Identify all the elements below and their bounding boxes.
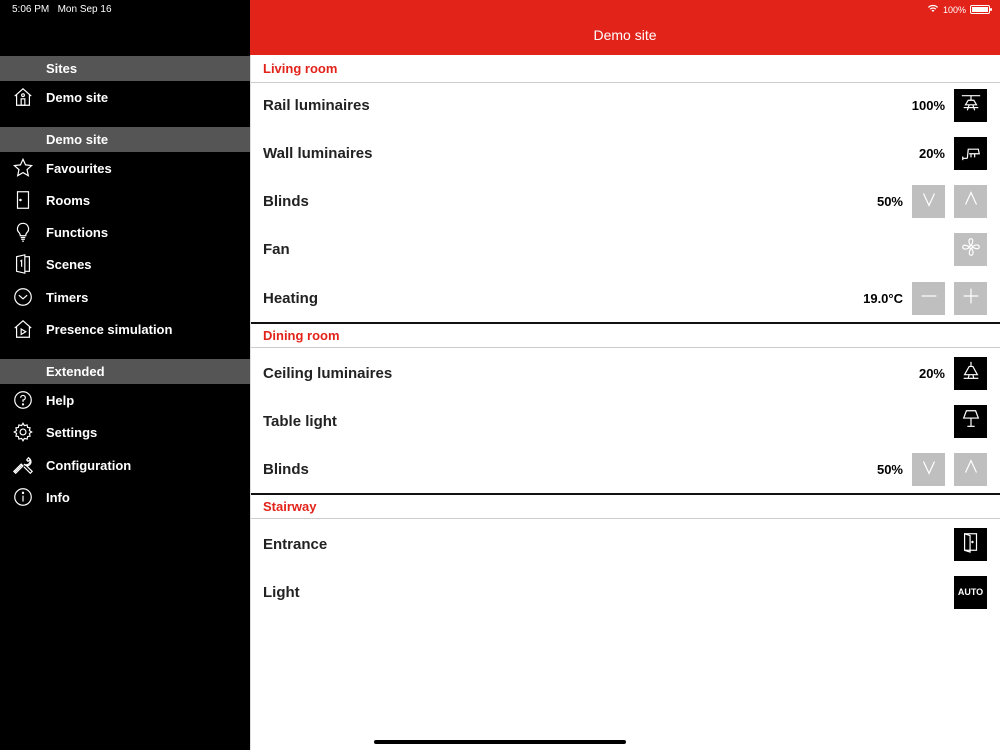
sidebar-item-timers[interactable] <box>0 281 250 313</box>
room-header-stairway: Stairway <box>251 493 1000 519</box>
entrance-door-icon <box>960 531 982 558</box>
sidebar-item-label: Scenes <box>46 256 92 272</box>
sidebar-section-demo-site: Demo site <box>0 127 250 152</box>
device-value: 50% <box>876 461 903 477</box>
timer-icon <box>0 281 46 313</box>
chevron-up-icon <box>960 456 982 483</box>
room-list <box>250 55 1000 750</box>
home-icon <box>0 81 46 113</box>
scene-icon <box>0 248 46 280</box>
device-row-ceiling-luminaires <box>251 349 1000 397</box>
lightbulb-icon <box>0 216 46 248</box>
heating-minus-button[interactable] <box>912 282 945 315</box>
device-row-blinds-dining <box>251 445 1000 493</box>
device-name: Light <box>263 583 300 601</box>
heating-plus-button[interactable] <box>954 282 987 315</box>
chevron-down-icon <box>918 456 940 483</box>
wifi-icon <box>927 4 939 15</box>
sidebar-item-demo-site[interactable] <box>0 81 250 113</box>
device-name: Table light <box>263 412 337 430</box>
sidebar-item-info[interactable] <box>0 481 250 513</box>
blinds-up-button[interactable] <box>954 453 987 486</box>
sidebar-item-label: Presence simulation <box>46 321 173 337</box>
sidebar-item-scenes[interactable] <box>0 248 250 280</box>
minus-icon <box>918 285 940 312</box>
device-value: 100% <box>911 97 945 113</box>
device-row-rail-luminaires <box>251 81 1000 129</box>
fan-icon <box>960 236 982 263</box>
sidebar-item-label: Info <box>46 489 70 505</box>
device-name: Wall luminaires <box>263 144 373 162</box>
ceiling-light-button[interactable] <box>954 357 987 390</box>
sidebar-section-extended: Extended <box>0 359 250 384</box>
blinds-down-button[interactable] <box>912 185 945 218</box>
status-time: 5:06 PM Mon Sep 16 <box>12 4 112 15</box>
info-icon <box>0 481 46 513</box>
battery-percent: 100% <box>942 4 966 15</box>
table-lamp-button[interactable] <box>954 405 987 438</box>
sidebar-item-favourites[interactable] <box>0 152 250 184</box>
sidebar-item-functions[interactable] <box>0 216 250 248</box>
fan-button[interactable] <box>954 233 987 266</box>
device-row-heating <box>251 274 1000 322</box>
status-indicators <box>927 4 990 15</box>
device-row-blinds-living <box>251 177 1000 225</box>
blinds-down-button[interactable] <box>912 453 945 486</box>
chevron-down-icon <box>918 188 940 215</box>
sidebar-item-label: Favourites <box>46 160 112 176</box>
plus-icon <box>960 285 982 312</box>
sidebar-item-label: Demo site <box>46 89 109 105</box>
sidebar-item-rooms[interactable] <box>0 184 250 216</box>
auto-label: AUTO <box>957 587 984 597</box>
help-icon <box>0 384 46 416</box>
wall-light-button[interactable] <box>954 137 987 170</box>
device-value: 50% <box>876 193 903 209</box>
ceiling-light-icon <box>960 360 982 387</box>
sidebar-item-label: Help <box>46 392 75 408</box>
sidebar-item-label: Timers <box>46 289 89 305</box>
table-lamp-icon <box>960 408 982 435</box>
device-row-table-light <box>251 397 1000 445</box>
room-header-dining-room: Dining room <box>251 322 1000 348</box>
auto-button[interactable] <box>954 576 987 609</box>
wall-light-icon <box>960 140 982 167</box>
sidebar-item-label: Configuration <box>46 457 132 473</box>
entrance-door-button[interactable] <box>954 528 987 561</box>
device-name: Heating <box>263 289 319 307</box>
chevron-up-icon <box>960 188 982 215</box>
sidebar-item-settings[interactable] <box>0 416 250 448</box>
sidebar-item-configuration[interactable] <box>0 449 250 481</box>
device-row-fan <box>251 225 1000 273</box>
sidebar-item-presence-simulation[interactable] <box>0 313 250 345</box>
device-value: 20% <box>918 365 945 381</box>
star-icon <box>0 152 46 184</box>
sidebar-item-label: Settings <box>46 424 98 440</box>
sidebar-item-label: Rooms <box>46 192 91 208</box>
device-row-wall-luminaires <box>251 129 1000 177</box>
device-name: Blinds <box>263 460 309 478</box>
rail-light-icon <box>960 92 982 119</box>
page-title: Demo site <box>593 27 657 43</box>
blinds-up-button[interactable] <box>954 185 987 218</box>
device-value: 19.0°C <box>863 290 903 306</box>
device-name: Rail luminaires <box>263 96 370 114</box>
device-name: Blinds <box>263 192 309 210</box>
home-indicator[interactable] <box>374 740 626 744</box>
device-name: Ceiling luminaires <box>263 364 393 382</box>
rail-light-button[interactable] <box>954 89 987 122</box>
sidebar-item-help[interactable] <box>0 384 250 416</box>
battery-icon <box>970 5 990 14</box>
device-value: 20% <box>918 145 945 161</box>
gear-icon <box>0 416 46 448</box>
device-name: Entrance <box>263 535 328 553</box>
presence-icon <box>0 313 46 345</box>
device-name: Fan <box>263 240 290 258</box>
device-row-light <box>251 568 1000 616</box>
header <box>250 0 1000 55</box>
sidebar-section-sites: Sites <box>0 56 250 81</box>
sidebar <box>0 0 250 750</box>
sidebar-item-label: Functions <box>46 224 109 240</box>
wrench-icon <box>0 449 46 481</box>
door-icon <box>0 184 46 216</box>
room-header-living-room: Living room <box>251 57 1000 83</box>
device-row-entrance <box>251 520 1000 568</box>
